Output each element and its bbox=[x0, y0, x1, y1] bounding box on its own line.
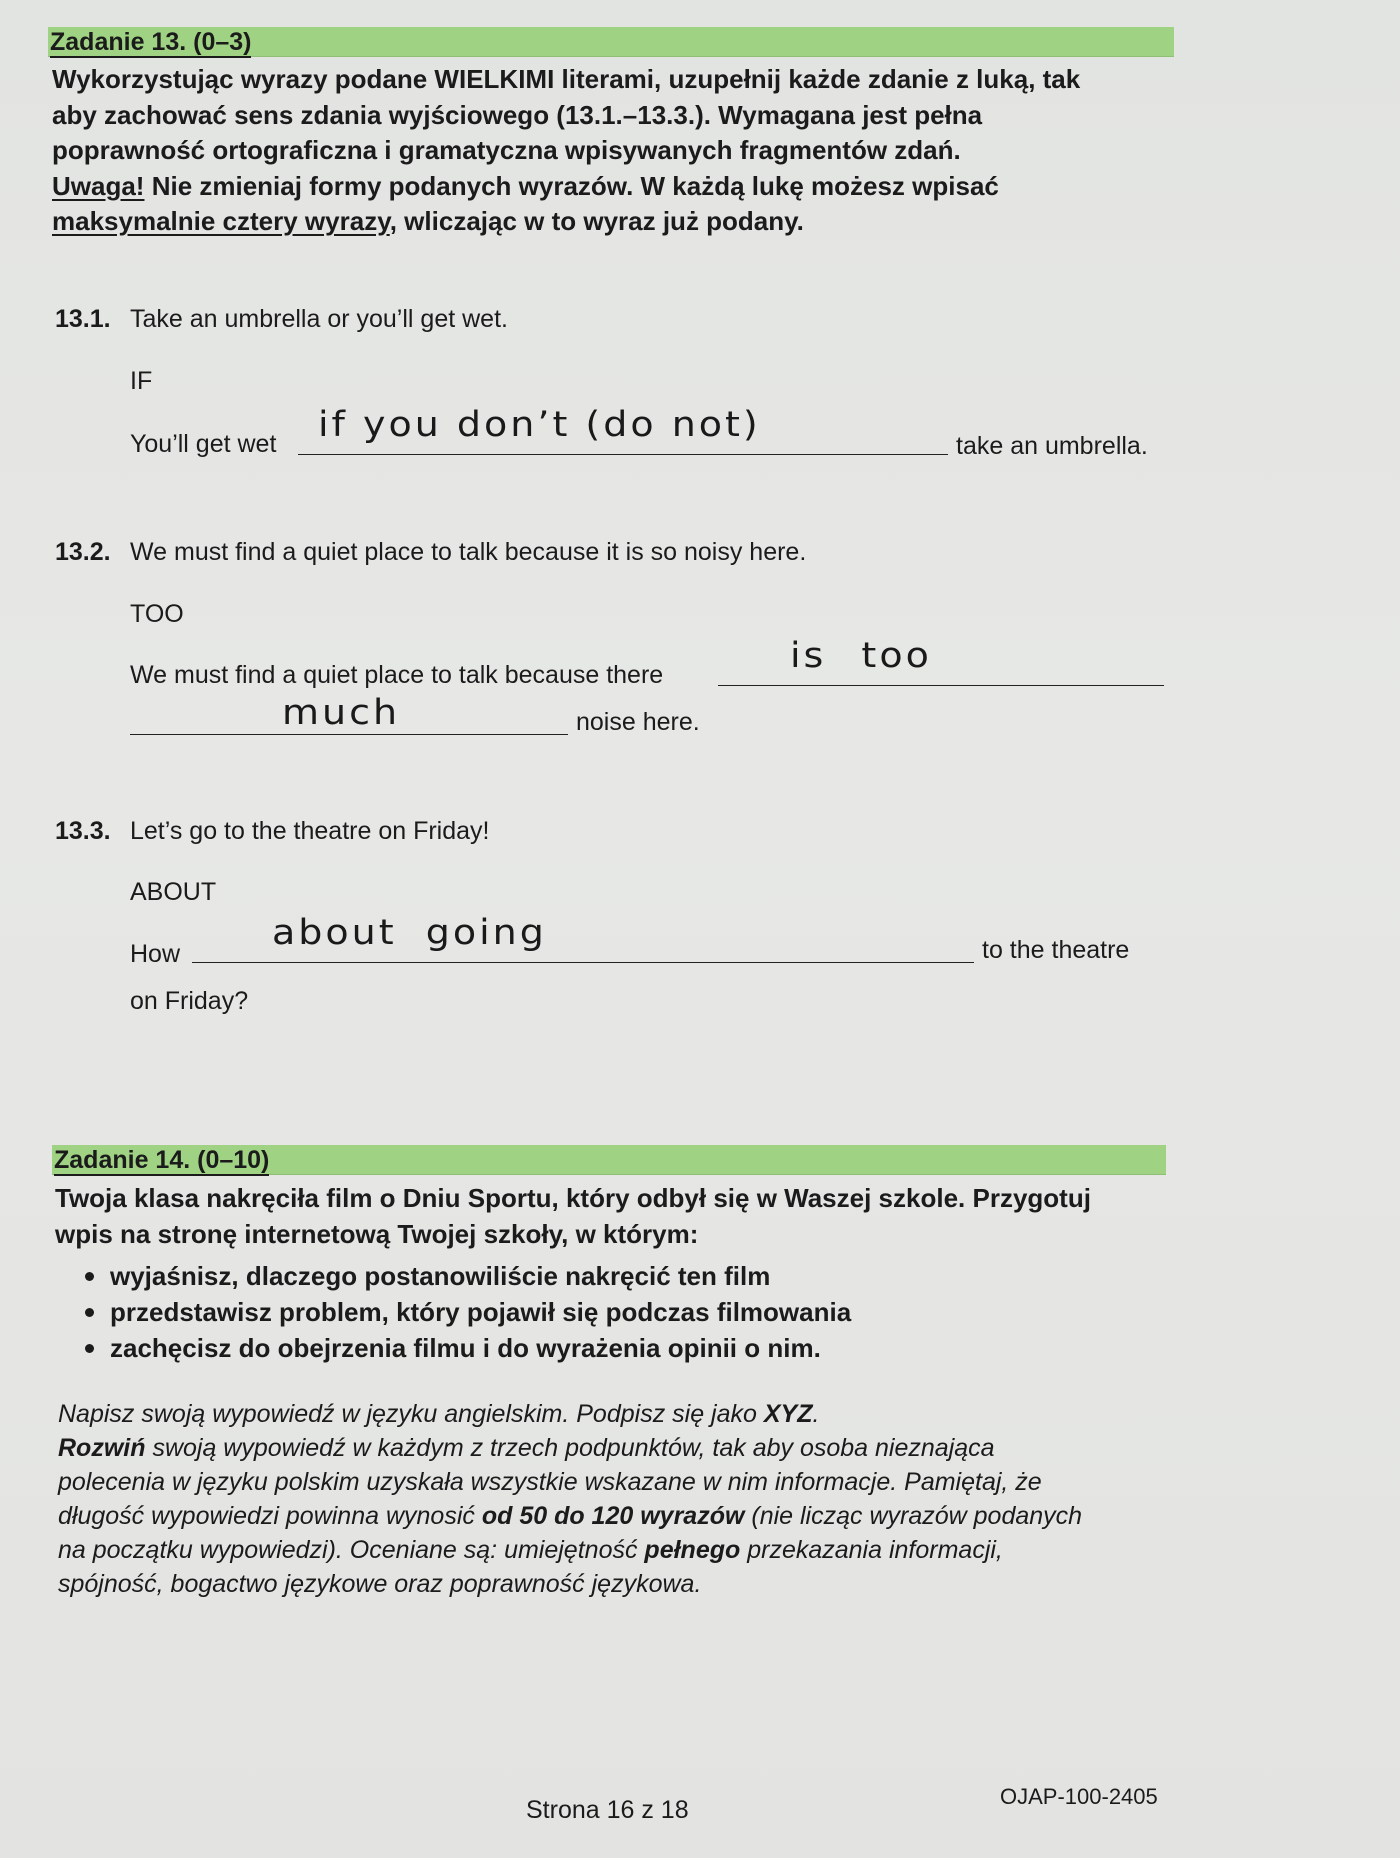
item-13-1-after: take an umbrella. bbox=[956, 432, 1148, 460]
item-13-1-answer-line[interactable] bbox=[298, 454, 948, 455]
note-label: Uwaga! bbox=[52, 170, 145, 201]
item-13-3-after: to the theatre bbox=[982, 936, 1130, 964]
instruction-line-2: aby zachować sens zdania wyjściowego (13.1.–13.3.). Wymagana jest pełna bbox=[52, 99, 983, 130]
instr-emphasis: Rozwiń bbox=[58, 1434, 146, 1462]
task-14-header bbox=[52, 1145, 1166, 1175]
instr-text-4: (nie licząc wyrazów podanych bbox=[744, 1502, 1083, 1530]
item-13-2-sentence: We must find a quiet place to talk because it is so noisy here. bbox=[130, 538, 807, 566]
instruction-line-1: Wykorzystując wyrazy podane WIELKIMI literami, uzupełnij każde zdanie z luką, tak bbox=[52, 64, 1081, 94]
task-14-intro bbox=[55, 1181, 1165, 1252]
item-13-2-number: 13.2. bbox=[55, 538, 111, 566]
exam-code: OJAP-100-2405 bbox=[1000, 1784, 1158, 1809]
word-count-range: od 50 do 120 wyrazów bbox=[481, 1502, 745, 1530]
item-13-2-answer-part-1: is too bbox=[790, 634, 932, 676]
instr-emphasis-2: pełnego bbox=[644, 1536, 741, 1564]
intro-line-1: Twoja klasa nakręciła film o Dniu Sportu, który odbył się w Waszej szkole. Przygotuj bbox=[55, 1183, 1091, 1213]
item-13-1-sentence: Take an umbrella or you’ll get wet. bbox=[130, 305, 508, 333]
item-13-3-sentence: Let’s go to the theatre on Friday! bbox=[130, 817, 490, 845]
instr-text: Napisz swoją wypowiedź w języku angielskim. Podpisz się jako bbox=[58, 1400, 764, 1428]
item-13-1-number: 13.1. bbox=[55, 305, 111, 333]
item-13-3-keyword: ABOUT bbox=[130, 878, 217, 906]
page-number: Strona 16 z 18 bbox=[526, 1796, 689, 1824]
instr-text-6: przekazania informacji, bbox=[740, 1536, 1003, 1564]
task-14-instructions bbox=[58, 1397, 1168, 1601]
item-13-2-answer-part-2: much bbox=[282, 691, 401, 733]
instr-text-5: na początku wypowiedzi). Oceniane są: umiejętność bbox=[58, 1536, 645, 1564]
item-13-2-answer-line-2[interactable] bbox=[130, 734, 568, 735]
task-14-bullet-list bbox=[55, 1258, 1155, 1366]
note-limit: maksymalnie cztery wyrazy bbox=[52, 206, 390, 236]
task-13-header bbox=[48, 27, 1174, 57]
bullet-item-1: wyjaśnisz, dlaczego postanowiliście nakręcić ten film bbox=[55, 1258, 1155, 1294]
note-text: Nie zmieniaj formy podanych wyrazów. W każdą lukę możesz wpisać bbox=[144, 170, 999, 201]
item-13-3-before: How bbox=[130, 940, 181, 968]
instr-line-6: spójność, bogactwo językowe oraz poprawność językowa. bbox=[58, 1570, 702, 1598]
instr-line-4 bbox=[58, 1499, 1168, 1533]
item-13-1-before: You’ll get wet bbox=[130, 430, 277, 458]
note-end: , wliczając w to wyraz już podany. bbox=[389, 206, 804, 236]
instruction-line-3: poprawność ortograficzna i gramatyczna wpisywanych fragmentów zdań. bbox=[52, 135, 961, 165]
item-13-1-keyword: IF bbox=[130, 367, 153, 395]
instr-line-5 bbox=[58, 1533, 1168, 1567]
item-13-2-before: We must find a quiet place to talk because there bbox=[130, 661, 664, 689]
bullet-item-3: zachęcisz do obejrzenia filmu i do wyrażenia opinii o nim. bbox=[55, 1330, 1155, 1366]
instr-text-2: swoją wypowiedź w każdym z trzech podpunktów, tak aby osoba nieznająca bbox=[145, 1434, 995, 1462]
instr-line-1 bbox=[58, 1397, 1168, 1431]
task-13-title: Zadanie 13. (0–3) bbox=[50, 28, 252, 56]
item-13-2-answer-line-1[interactable] bbox=[718, 685, 1164, 686]
item-13-2-keyword: TOO bbox=[130, 600, 184, 628]
item-13-1-answer: if you don’t (do not) bbox=[318, 403, 761, 445]
item-13-2-after: noise here. bbox=[576, 708, 700, 736]
instr-line-2 bbox=[58, 1431, 1168, 1465]
task-13-instructions bbox=[52, 62, 1172, 240]
item-13-3-answer-line[interactable] bbox=[192, 962, 974, 963]
intro-line-2: wpis na stronę internetową Twojej szkoły, w którym: bbox=[55, 1218, 699, 1249]
bullet-item-2: przedstawisz problem, który pojawił się podczas filmowania bbox=[55, 1294, 1155, 1330]
item-13-3-answer: about going bbox=[272, 911, 547, 953]
instr-text-3: długość wypowiedzi powinna wynosić bbox=[58, 1502, 482, 1530]
task-14-title: Zadanie 14. (0–10) bbox=[54, 1146, 270, 1174]
instruction-line-5 bbox=[52, 204, 1172, 240]
instr-period: . bbox=[812, 1400, 820, 1428]
item-13-3-number: 13.3. bbox=[55, 817, 111, 845]
item-13-3-after-2: on Friday? bbox=[130, 987, 249, 1015]
signature-code: XYZ bbox=[763, 1400, 813, 1428]
instruction-line-4 bbox=[52, 169, 1172, 205]
instr-line-3: polecenia w języku polskim uzyskała wszystkie wskazane w nim informacje. Pamiętaj, że bbox=[58, 1468, 1042, 1496]
